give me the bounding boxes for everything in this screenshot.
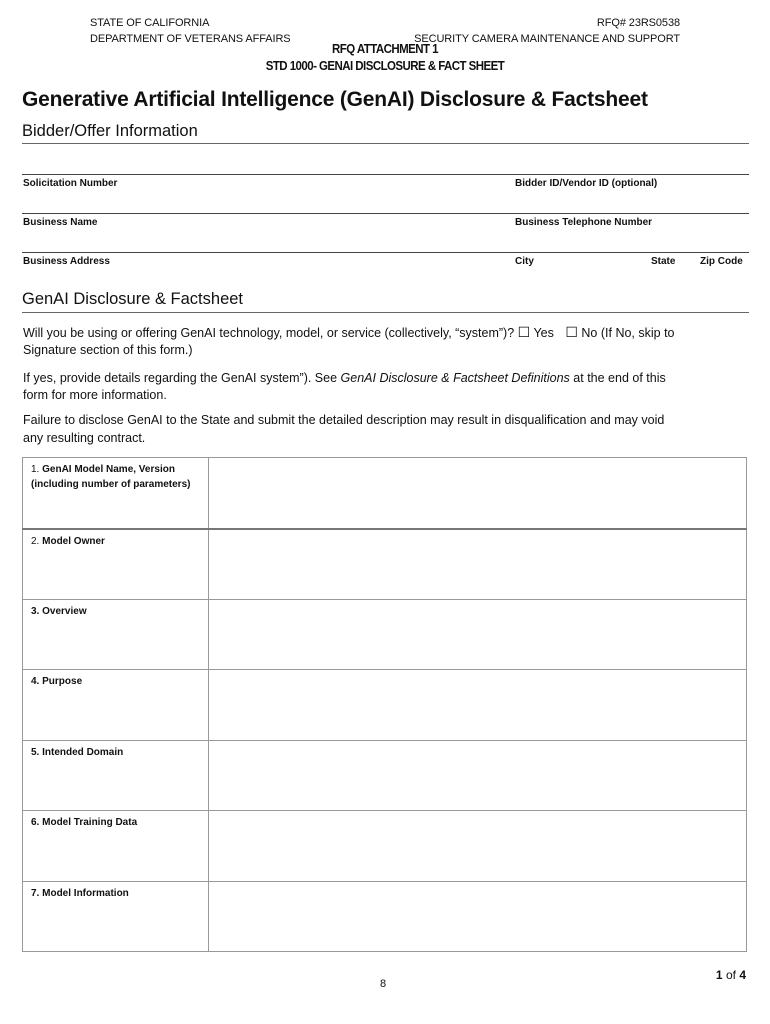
header-form-name: STD 1000- GENAI DISCLOSURE & FACT SHEET [265,59,505,73]
field-line [22,213,749,214]
row-label: 6. Model Training Data [23,811,209,882]
bidder-id-label: Bidder ID/Vendor ID (optional) [515,178,658,189]
section-divider [22,312,749,313]
details-text-2: at the end of this [573,371,666,385]
genai-question [23,323,753,342]
question-continuation: Signature section of this form.) [23,343,193,357]
row-label: 3. Overview [23,600,209,670]
zip-label: Zip Code [700,256,743,267]
details-continuation: form for more information. [23,388,167,402]
row-label: 1. GenAI Model Name, Version (including number of parameters) [23,458,209,529]
table-row [23,600,747,670]
checkbox-empty-icon[interactable]: ☐ [517,324,531,340]
row-label: 7. Model Information [23,882,209,952]
business-name-label: Business Name [23,217,98,228]
business-address-label: Business Address [23,256,110,267]
field-line [22,174,749,175]
training-data-field[interactable] [209,811,747,882]
row-label: 2. Model Owner [23,529,209,600]
checkbox-empty-icon[interactable]: ☐ [565,324,578,340]
bidder-section-heading: Bidder/Offer Information [22,122,198,140]
header-attachment: RFQ ATTACHMENT 1 [332,42,438,56]
page-title: Generative Artificial Intelligence (GenAI) Disclosure & Factsheet [22,88,648,111]
details-text: If yes, provide details regarding the GenAI system”). See [23,371,338,385]
intended-domain-field[interactable] [209,741,747,811]
page-current: 1 [715,968,723,982]
solicitation-number-label: Solicitation Number [23,178,118,189]
field-line [22,252,749,253]
table-row [23,529,747,600]
header-department: DEPARTMENT OF VETERANS AFFAIRS [90,33,291,45]
details-instruction [23,369,666,387]
header-rfq-number: RFQ# 23RS0538 [596,17,680,29]
row-label: 5. Intended Domain [23,741,209,811]
table-row [23,882,747,952]
no-label: No (If No, skip to [581,326,675,340]
state-label: State [651,256,676,267]
row-label: 4. Purpose [23,670,209,741]
genai-section-heading: GenAI Disclosure & Factsheet [22,290,244,308]
table-row [23,458,747,529]
business-phone-label: Business Telephone Number [515,217,653,228]
page-of: of [725,968,736,982]
overview-field[interactable] [209,600,747,670]
disclosure-warning: Failure to disclose GenAI to the State and submit the detailed description may result in disqualification and may void [23,413,665,427]
genai-factsheet-table [22,457,747,952]
purpose-field[interactable] [209,670,747,741]
model-information-field[interactable] [209,882,747,952]
table-row [23,811,747,882]
question-text: Will you be using or offering GenAI technology, model, or service (collectively, “system”)? [23,326,515,340]
model-name-field[interactable] [209,458,747,529]
section-divider [22,143,749,144]
header-project: SECURITY CAMERA MAINTENANCE AND SUPPORT [414,33,680,45]
page-indicator [716,968,746,982]
disclosure-warning-cont: any resulting contract. [23,431,146,445]
table-row [23,670,747,741]
page-total: 4 [739,968,746,982]
yes-label: Yes [533,326,554,340]
model-owner-field[interactable] [209,529,747,600]
header-state: STATE OF CALIFORNIA [90,17,210,29]
city-label: City [515,256,534,267]
definitions-reference: GenAI Disclosure & Factsheet Definitions [340,371,570,385]
table-row [23,741,747,811]
page-number: 8 [380,978,387,990]
